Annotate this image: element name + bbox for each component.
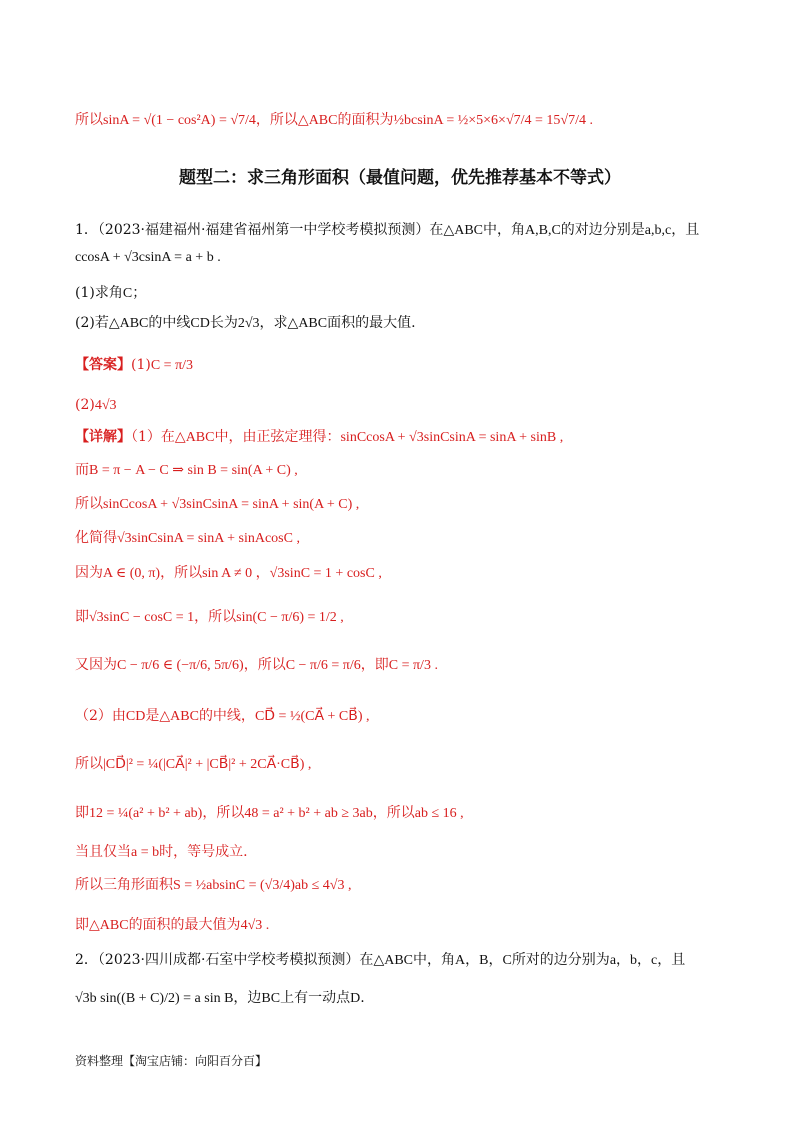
text-line (75, 754, 740, 775)
text-segment: （1）在 (131, 429, 175, 445)
math-expression: a (609, 953, 617, 968)
text-line (75, 950, 740, 971)
text-line (75, 528, 740, 549)
text-segment: ，所以 (194, 609, 237, 625)
text-line (75, 460, 740, 481)
text-line (75, 988, 740, 1009)
math-expression: S = ½absinC = (√3/4)ab ≤ 4√3 , (173, 878, 352, 893)
math-expression: ½bcsinA = ½×5×6×√7/4 = 15√7/4 . (393, 113, 593, 128)
math-expression: 2√3 (237, 316, 260, 331)
section-title: 题型二：求三角形面积（最值问题，优先推荐基本不等式） (179, 168, 621, 188)
math-expression: ccosA + √3csinA = a + b . (75, 250, 221, 265)
text-segment: 的中线 (148, 315, 191, 331)
text-line (75, 842, 740, 863)
math-expression: |CD⃗|² = ¼(|CA⃗|² + |CB⃗|² + 2CA⃗·CB⃗) , (103, 757, 312, 772)
text-segment: (2)若 (75, 315, 109, 331)
math-expression: △ABC (443, 223, 483, 238)
math-expression: sin(C − π/6) = 1/2 , (236, 610, 344, 625)
text-line (75, 875, 740, 896)
text-segment: 时，等号成立. (159, 844, 248, 860)
text-segment: 1．（2023·福建福州·福建省福州第一中学校考模拟预测）在 (75, 222, 444, 238)
text-segment: ，所以 (255, 112, 298, 128)
math-expression: b (630, 953, 638, 968)
math-expression: △ABC (89, 918, 129, 933)
text-segment: 的面积为 (337, 112, 394, 128)
text-segment: 的面积的最大值为 (128, 917, 241, 933)
math-expression: △ABC (297, 113, 338, 128)
math-expression: √3b sin((B + C)/2) = a sin B (75, 991, 234, 1006)
text-line (75, 110, 740, 131)
text-segment: 的中线， (198, 708, 255, 724)
math-expression: C = π/3 . (388, 658, 438, 673)
text-segment: ，求 (259, 315, 288, 331)
text-segment: 又因为 (75, 657, 117, 673)
text-line (75, 915, 740, 936)
text-segment: (1) (131, 357, 151, 373)
math-expression: sinCcosA + √3sinCsinA = sinA + sin(A + C) , (103, 497, 360, 512)
math-expression: sinCcosA + √3sinCsinA = sinA + sinB , (340, 430, 564, 445)
text-segment: 的对边分别是 (560, 222, 645, 238)
text-segment: ， (616, 952, 631, 968)
text-line (75, 247, 740, 268)
math-expression: △ABC (108, 316, 149, 331)
text-segment: 而 (75, 462, 89, 478)
math-expression: C (502, 953, 512, 968)
math-expression: △ABC (287, 316, 328, 331)
text-segment: ，边 (233, 990, 262, 1006)
text-segment: ，且 (671, 222, 700, 238)
text-segment: 中，角 (483, 222, 525, 238)
math-expression: BC (261, 991, 281, 1006)
math-expression: C − π/6 = π/6 (285, 658, 361, 673)
text-line (75, 283, 740, 304)
math-expression: D (350, 991, 361, 1006)
text-segment: ， (488, 952, 503, 968)
text-line (75, 607, 740, 628)
math-expression: B (479, 953, 489, 968)
text-segment: 即 (75, 917, 89, 933)
math-expression: △ABC (174, 430, 215, 445)
math-expression: CD (125, 709, 146, 724)
text-segment: ，即 (360, 657, 389, 673)
math-expression: 4√3 (94, 398, 117, 413)
text-segment: 化简得 (75, 530, 117, 546)
text-segment: 上有一动点 (280, 990, 351, 1006)
text-segment: ，所以 (160, 565, 203, 581)
math-expression: a,b,c (644, 223, 672, 238)
text-segment: 长为 (209, 315, 238, 331)
text-segment: 面积的最大值. (327, 315, 416, 331)
math-expression: sinA = √(1 − cos²A) = √7/4 (103, 113, 256, 128)
text-segment: 2．（2023·四川成都·石室中学校考模拟预测）在 (75, 952, 374, 968)
text-segment: ，所以 (372, 805, 415, 821)
label-bracket: 【答案】 (75, 357, 131, 373)
math-expression: 48 = a² + b² + ab ≥ 3ab (244, 806, 373, 821)
math-expression: √3sinCsinA = sinA + sinAcosC , (117, 531, 300, 546)
text-line (75, 220, 740, 241)
text-line (75, 355, 740, 376)
math-expression: 4√3 . (240, 918, 270, 933)
text-segment: 是 (145, 708, 160, 724)
text-segment: ， (637, 952, 652, 968)
text-line (75, 563, 740, 584)
label-bracket: 【详解】 (75, 429, 131, 445)
math-expression: C (122, 286, 133, 301)
text-segment: 所以 (75, 112, 103, 128)
text-line (75, 706, 740, 727)
text-segment: （2）由 (75, 708, 126, 724)
text-segment: 所对的边分别为 (511, 952, 610, 968)
text-line (75, 313, 740, 334)
footer-note: 资料整理【淘宝店铺：向阳百分百】 (75, 1054, 268, 1068)
text-segment: 中，角 (413, 952, 455, 968)
text-line (75, 655, 740, 676)
text-line (75, 427, 740, 448)
math-expression: B = π − A − C ⇒ sin B = sin(A + C) , (89, 463, 298, 478)
text-segment: 所以 (75, 496, 103, 512)
math-expression: sin A ≠ 0 ，√3sinC = 1 + cosC , (202, 566, 382, 581)
text-segment: 当且仅当 (75, 844, 131, 860)
text-line (75, 494, 740, 515)
text-segment: (2) (75, 397, 95, 413)
text-segment: ； (132, 285, 147, 301)
text-segment: ，所以 (202, 805, 245, 821)
math-expression: △ABC (159, 709, 199, 724)
text-segment: . (360, 990, 365, 1006)
math-expression: △ABC (373, 953, 413, 968)
text-segment: ，且 (657, 952, 686, 968)
math-expression: c (651, 953, 658, 968)
text-segment: 即 (75, 609, 89, 625)
math-expression: A,B,C (525, 223, 561, 238)
text-segment: 即 (75, 805, 89, 821)
text-segment: 所以 (75, 756, 103, 772)
math-expression: A ∈ (0, π) (103, 566, 161, 581)
text-segment: ，所以 (243, 657, 286, 673)
math-expression: CD⃗ = ½(CA⃗ + CB⃗) , (254, 709, 370, 724)
text-segment: 因为 (75, 565, 103, 581)
text-segment: 中，由正弦定理得： (214, 429, 341, 445)
math-expression: 12 = ¼(a² + b² + ab) (89, 806, 203, 821)
math-expression: √3sinC − cosC = 1 (89, 610, 195, 625)
text-segment: 所以三角形面积 (75, 877, 173, 893)
math-expression: A (455, 953, 466, 968)
math-expression: C − π/6 ∈ (−π/6, 5π/6) (117, 658, 244, 673)
text-line (75, 395, 740, 416)
text-line (75, 803, 740, 824)
text-segment: (1)求角 (75, 285, 123, 301)
math-expression: ab ≤ 16 , (414, 806, 464, 821)
text-segment: ， (465, 952, 480, 968)
math-expression: CD (190, 316, 210, 331)
math-expression: a = b (131, 845, 160, 860)
math-expression: C = π/3 (150, 358, 194, 373)
